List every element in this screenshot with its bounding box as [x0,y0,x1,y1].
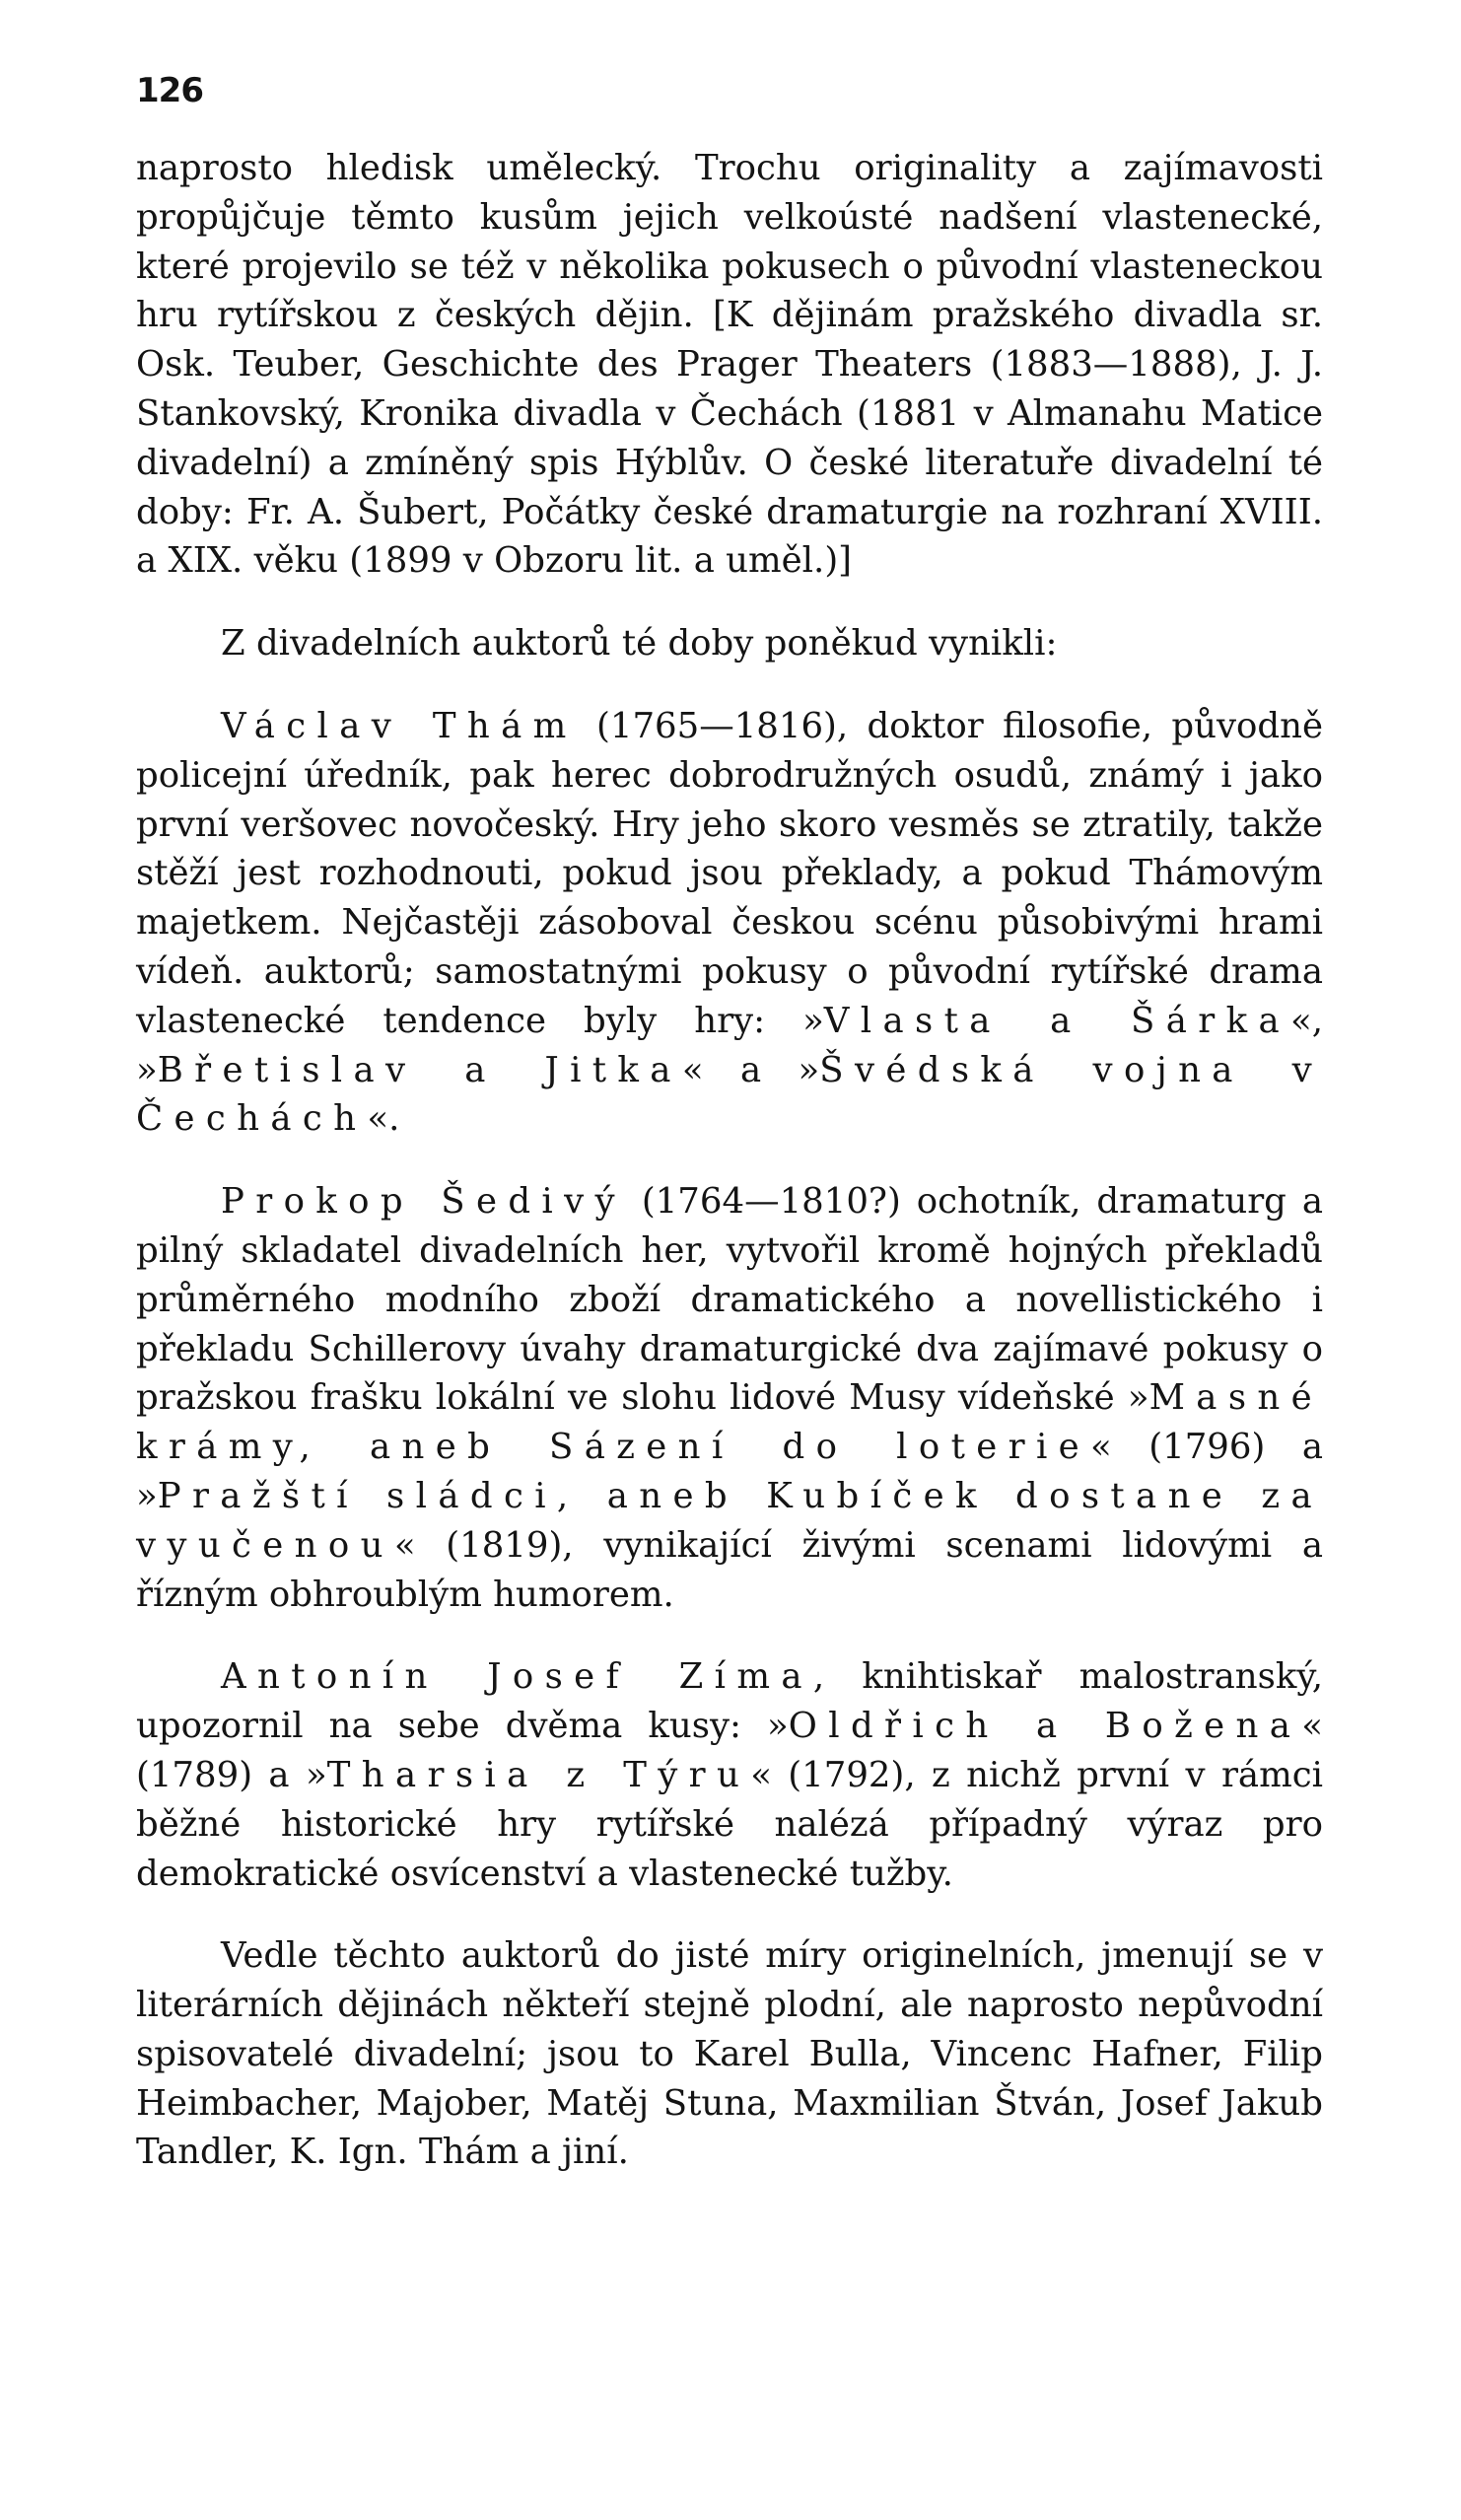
page-number: 126 [136,71,203,110]
body-text [136,144,1323,2177]
text-run: (1765—1816), doktor filosofie, původně policejní úředník, pak herec dobrodružných osudů, známý i jako první veršovec novočeský. Hry jeho skoro vesměs se ztratily, takže stěží jest rozhodnouti, pokud jsou překlady, a pokud Thámovým majetkem. Nejčastěji zásoboval českou scénu působivými hrami vídeň. auktorů; samostatnými pokusy o původní rytířské drama vlastenecké tendence byly hry: » [136,705,1323,1041]
spaced-name: Pražští sládci, aneb Kubíček dostane za vyučenou [136,1475,1323,1566]
spaced-name: Antonín Josef Zíma [221,1656,813,1698]
spaced-name: Masné krámy, aneb Sázení do loterie [136,1377,1323,1468]
spaced-name: Tharsia z Týru [326,1754,751,1795]
spaced-name: Oldřich a Božena [788,1706,1302,1747]
text-run: Vedle těchto auktorů do jisté míry originelních, jmenují se v literárních dějinách někteří stejně plodní, ale naprosto nepůvodní spisovatelé divadelní; jsou to Karel Bulla, Vincenc Hafner, Filip Heimbacher, Majober, Matěj Stuna, Maxmilian Štván, Josef Jakub Tandler, K. Ign. Thám a jiní. [136,1935,1323,2173]
spaced-name: Vlasta a Šárka [823,1000,1290,1041]
spaced-name: Švédská vojna v Čechách [136,1049,1323,1140]
paragraph [136,702,1323,1144]
text-run: « a » [681,1049,820,1090]
text-run: (1764—1810?) ochotník, dramaturg a pilný skladatel divadelních her, vytvořil kromě hojných překladů průměrného modního zboží dramatického a novellistického i překladu Schillerovy úvahy dramaturgické dva zajímavé pokusy o pražskou frašku lokální ve slohu lidové Musy vídeňské » [136,1181,1323,1419]
spaced-name: Břetislav a Jitka [157,1049,682,1090]
text-run: , knihtiskař malostranský, upozornil na sebe dvěma kusy: » [136,1656,1323,1747]
text-run: «. [367,1098,400,1140]
paragraph [136,1931,1323,2177]
text-run: « (1792), z nichž první v rámci běžné historické hry rytířské nalézá případný výraz pro demokratické osvícenství a vlastenecké tužby. [136,1754,1323,1894]
paragraph [136,1177,1323,1619]
paragraph [136,1652,1323,1898]
text-run: naprosto hledisk umělecký. Trochu originality a zajímavosti propůjčuje těmto kusům jejich velkoústé nadšení vlastenecké, které projevilo se též v několika pokusech o původní vlasteneckou hru rytířskou z českých dějin. [K dějinám pražského divadla sr. Osk. Teuber, Geschichte des Prager Theaters (1883—1888), J. J. Stankovský, Kronika divadla v Čechách (1881 v Almanahu Matice divadelní) a zmíněný spis Hýblův. O české literatuře divadelní té doby: Fr. A. Šubert, Počátky české dramaturgie na rozhraní XVIII. a XIX. věku (1899 v Obzoru lit. a uměl.)] [136,148,1323,582]
paragraph [136,144,1323,586]
text-run: « (1789) a » [136,1706,1323,1795]
text-run: «, » [136,1000,1323,1090]
spaced-name: Prokop Šedivý [221,1181,626,1223]
text-run: Z divadelních auktorů té doby poněkud vynikli: [221,623,1058,665]
text-run: « (1796) a » [136,1427,1324,1516]
text-run: « (1819), vynikající živými scenami lidovými a řízným obhroublým humorem. [136,1524,1323,1615]
paragraph [136,619,1323,668]
spaced-name: Václav Thám [221,705,578,746]
